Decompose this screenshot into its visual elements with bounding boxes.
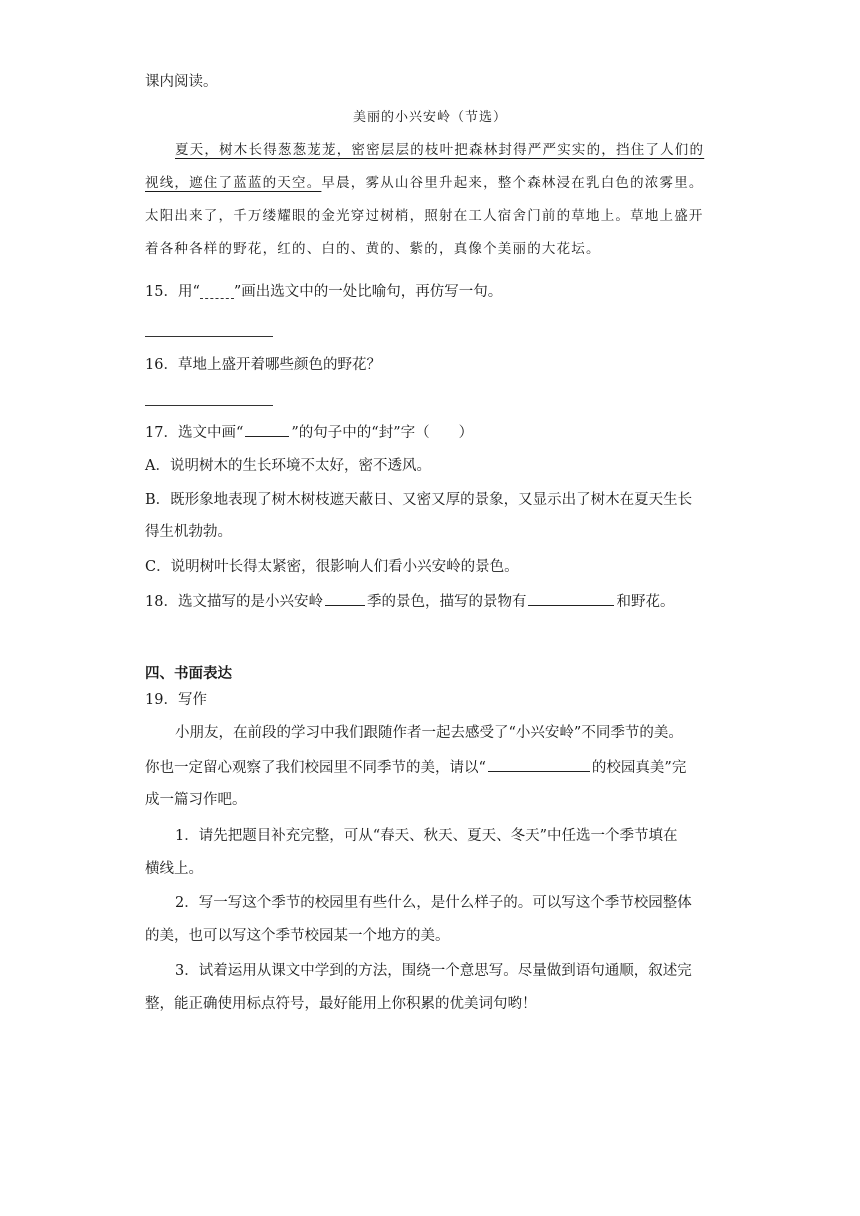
blank-scenery[interactable] (528, 591, 614, 606)
question-18-part-2: 季的景色，描写的景物有 (366, 594, 527, 610)
question-19-label: 19．写作 (145, 692, 207, 708)
question-17-prefix: 17．选文中画“ (145, 425, 244, 441)
passage-line-4: 着各种各样的野花，红的、白的、黄的、紫的，真像个美丽的大花坛。 (145, 241, 601, 257)
wavy-line-mark (200, 286, 234, 299)
passage-line-2 (145, 173, 704, 193)
prompt-line-2 (145, 757, 686, 778)
underline-mark (245, 422, 289, 437)
answer-line-16[interactable] (145, 405, 273, 406)
question-18 (145, 591, 674, 612)
option-c[interactable]: C．说明树叶长得太紧密，很影响人们看小兴安岭的景色。 (145, 559, 519, 575)
passage-line-1: 夏天，树木长得葱葱茏茏，密密层层的枝叶把森林封得严严实实的，挡住了人们的 (175, 142, 705, 158)
prompt-line-2-post: 的校园真美”完 (591, 760, 687, 776)
question-18-part-1: 18．选文描写的是小兴安岭 (145, 594, 323, 610)
intro: 课内阅读。 (145, 74, 218, 90)
requirement-2-line-1: 2．写一写这个季节的校园里有些什么，是什么样子的。可以写这个季节校园整体 (175, 895, 692, 911)
passage-line-2-underlined: 视线，遮住了蓝蓝的天空。 (145, 175, 322, 191)
blank-title[interactable] (488, 757, 590, 772)
question-18-part-3: 和野花。 (616, 594, 675, 610)
requirement-2-line-2: 的美，也可以写这个季节校园某一个地方的美。 (145, 928, 450, 944)
blank-season[interactable] (325, 591, 365, 606)
requirement-3-line-1: 3．试着运用从课文中学到的方法，围绕一个意思写。尽量做到语句通顺，叙述完 (175, 963, 692, 979)
requirement-3-line-2: 整，能正确使用标点符号，最好能用上你积累的优美词句哟！ (145, 996, 537, 1012)
option-a[interactable]: A．说明树木的生长环境不太好，密不透风。 (145, 458, 431, 474)
passage-title: 美丽的小兴安岭（节选） (352, 110, 507, 125)
section-heading: 四、书面表达 (145, 665, 232, 682)
question-15 (145, 282, 502, 302)
question-15-prefix: 15．用“ (145, 284, 200, 300)
prompt-line-2-pre: 你也一定留心观察了我们校园里不同季节的美，请以“ (145, 760, 486, 776)
passage-line-2-rest: 早晨，雾从山谷里升起来，整个森林浸在乳白色的浓雾里。 (321, 175, 704, 191)
question-17-suffix: ”的句子中的“封”字（ ） (291, 425, 474, 441)
option-b-line-1[interactable]: B．既形象地表现了树木树枝遮天蔽日、又密又厚的景象，又显示出了树木在夏天生长 (145, 492, 693, 508)
question-15-suffix: ”画出选文中的一处比喻句，再仿写一句。 (233, 284, 503, 300)
prompt-line-3: 成一篇习作吧。 (145, 792, 247, 808)
requirement-1-line-2: 横线上。 (145, 861, 203, 877)
option-b-line-2[interactable]: 得生机勃勃。 (145, 524, 232, 540)
question-17 (145, 422, 473, 443)
question-16: 16．草地上盛开着哪些颜色的野花？ (145, 357, 381, 373)
requirement-1-line-1: 1．请先把题目补充完整，可从“春天、秋天、夏天、冬天”中任选一个季节填在 (175, 828, 678, 844)
passage-line-3: 太阳出来了，千万缕耀眼的金光穿过树梢，照射在工人宿舍门前的草地上。草地上盛开 (145, 208, 704, 224)
prompt-line-1: 小朋友，在前段的学习中我们跟随作者一起去感受了“小兴安岭”不同季节的美。 (175, 725, 683, 741)
answer-line-15[interactable] (145, 336, 273, 337)
